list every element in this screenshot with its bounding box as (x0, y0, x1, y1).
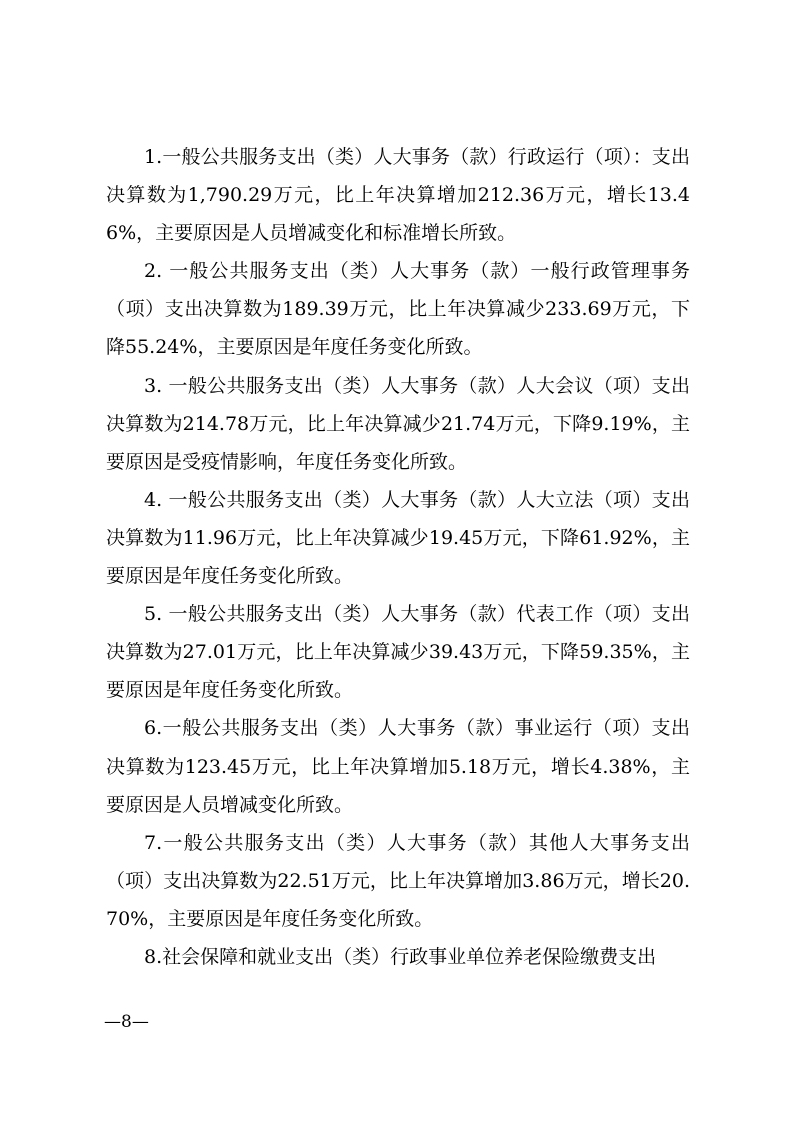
paragraph-1: 1.一般公共服务支出（类）人大事务（款）行政运行（项）：支出决算数为1,790.29万元，比上年决算增加212.36万元，增长13.46%，主要原因是人员增减变化和标准增长所致。 (106, 146, 690, 245)
document-body (106, 138, 690, 976)
paragraph-6: 6.一般公共服务支出（类）人大事务（款）事业运行（项）支出决算数为123.45万元，比上年决算增加5.18万元，增长4.38%，主要原因是人员增减变化所致。 (106, 717, 690, 816)
paragraph-2: 2. 一般公共服务支出（类）人大事务（款）一般行政管理事务（项）支出决算数为189.39万元，比上年决算减少233.69万元，下降55.24%，主要原因是年度任务变化所致。 (106, 260, 690, 359)
paragraph-7: 7.一般公共服务支出（类）人大事务（款）其他人大事务支出（项）支出决算数为22.51万元，比上年决算增加3.86万元，增长20.70%，主要原因是年度任务变化所致。 (106, 831, 690, 930)
paragraph-3: 3. 一般公共服务支出（类）人大事务（款）人大会议（项）支出决算数为214.78万元，比上年决算减少21.74万元，下降9.19%，主要原因是受疫情影响，年度任务变化所致。 (106, 374, 690, 473)
paragraph-4: 4. 一般公共服务支出（类）人大事务（款）人大立法（项）支出决算数为11.96万元，比上年决算减少19.45万元，下降61.92%，主要原因是年度任务变化所致。 (106, 488, 690, 588)
paragraph-8: 8.社会保障和就业支出（类）行政事业单位养老保险缴费支出 (144, 945, 657, 968)
paragraph-5: 5. 一般公共服务支出（类）人大事务（款）代表工作（项）支出决算数为27.01万元，比上年决算减少39.43万元，下降59.35%，主要原因是年度任务变化所致。 (106, 603, 690, 702)
page-number: —8— (104, 1012, 149, 1032)
